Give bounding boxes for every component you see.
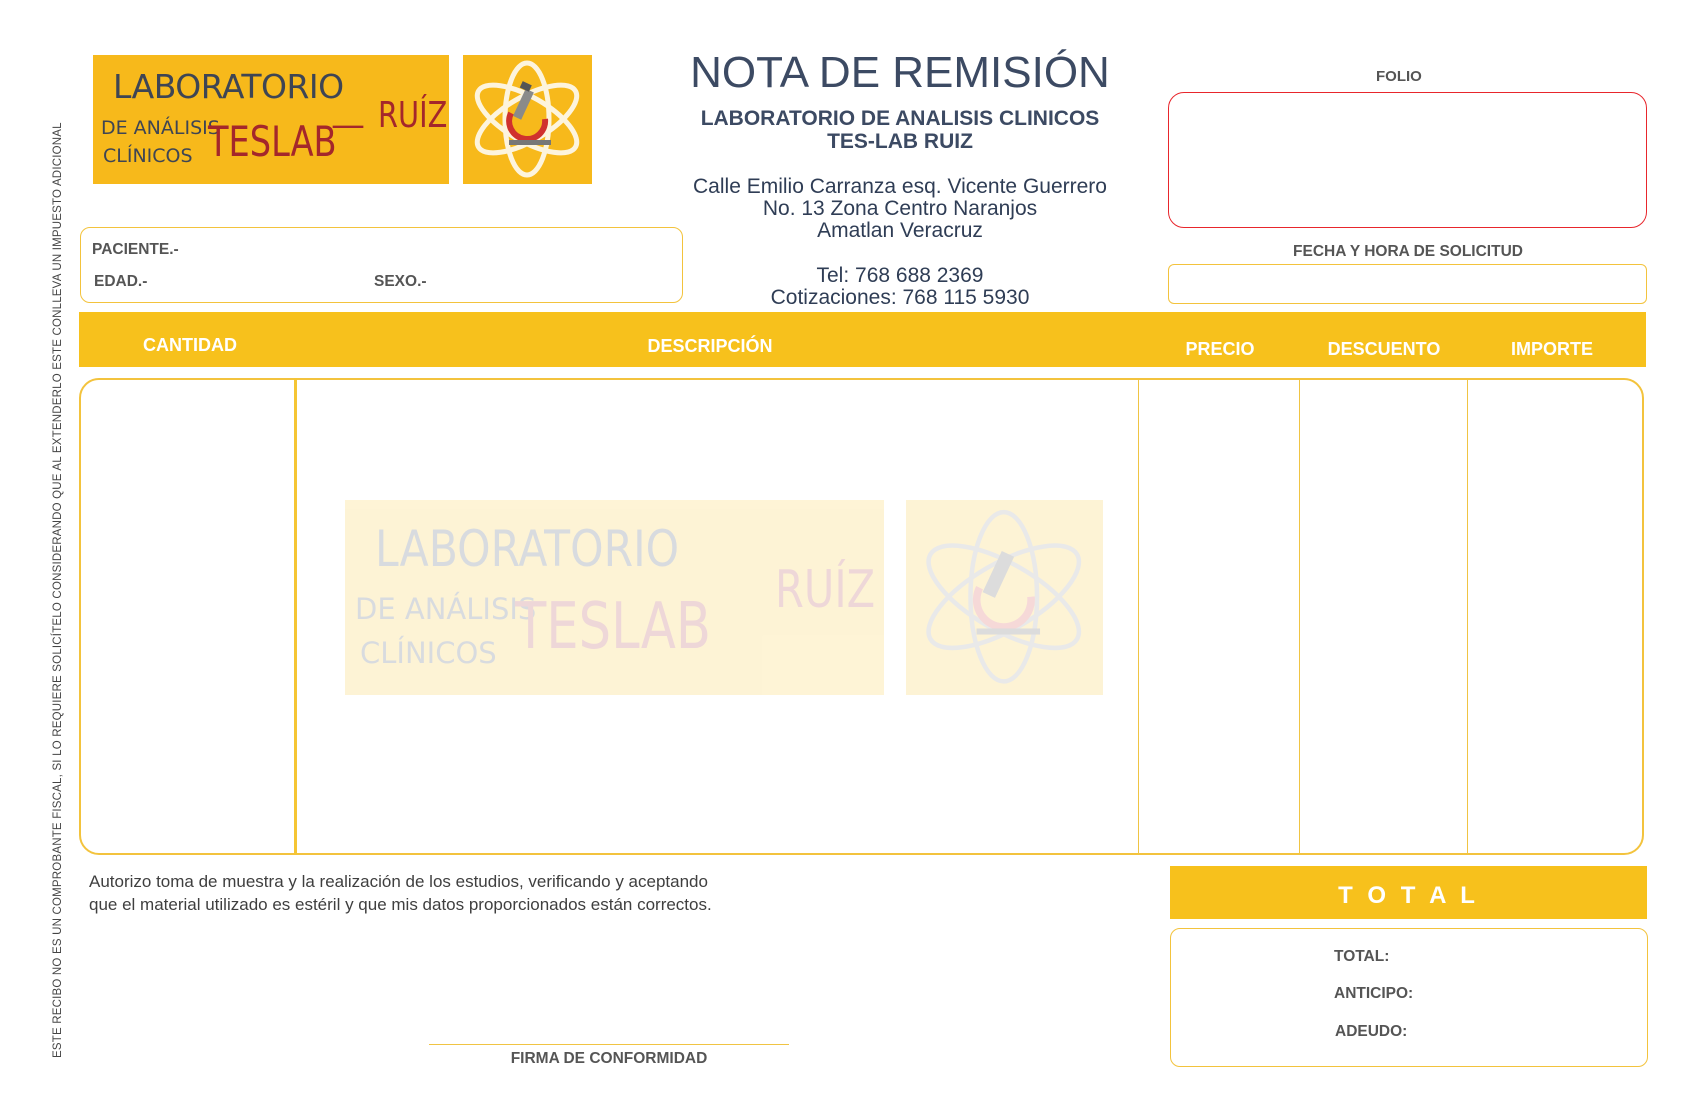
signature-label: FIRMA DE CONFORMIDAD [510,1050,708,1067]
consent-line-1: Autorizo toma de muestra y la realización de los estudios, verificando y aceptando [89,872,708,891]
sexo-field[interactable] [440,268,670,294]
phone: Tel: 768 688 2369 [816,264,984,287]
quotes-phone: Cotizaciones: 768 115 5930 [770,286,1030,309]
watermark-brand: TESLAB [515,590,711,664]
anticipo-label: ANTICIPO: [1334,985,1414,1002]
watermark-analisis: DE ANÁLISIS [355,592,537,626]
address-line3: Amatlan Veracruz [817,219,983,242]
logo-brand: TESLAB [208,117,337,166]
table-col-importe-divider [1467,380,1468,854]
folio-label: FOLIO [1376,68,1422,85]
sexo-label: SEXO.- [374,273,427,290]
address-line2: No. 13 Zona Centro Naranjos [762,197,1038,220]
table-col-precio-divider [1138,380,1139,854]
logo-line-analisis: DE ANÁLISIS [101,117,220,139]
watermark-logo-text [345,500,884,695]
table-col-cantidad-divider [294,378,297,855]
logo-icon-block [463,55,592,184]
anticipo-field[interactable] [1430,979,1630,1005]
lab-name-line1: LABORATORIO DE ANALISIS CLINICOS [700,107,1100,130]
watermark-atom-icon [906,500,1103,695]
logo-dash: — [331,105,365,145]
col-precio: PRECIO [1185,339,1255,359]
watermark-logo-icon [906,500,1103,695]
paciente-label: PACIENTE.- [92,241,179,258]
total-label: TOTAL: [1334,948,1390,965]
edad-label: EDAD.- [94,273,148,290]
folio-field[interactable] [1168,92,1647,228]
watermark-clinicos: CLÍNICOS [360,636,497,670]
watermark-laboratorio: LABORATORIO [375,520,680,578]
consent-line-2: que el material utilizado es estéril y que mis datos proporcionados están correctos. [89,895,712,914]
col-cantidad: CANTIDAD [143,335,237,355]
edad-field[interactable] [160,268,360,294]
fecha-label: FECHA Y HORA DE SOLICITUD [1293,243,1523,260]
fecha-field[interactable] [1168,264,1647,304]
paciente-field[interactable] [190,236,670,262]
col-importe: IMPORTE [1510,339,1593,359]
signature-line[interactable] [429,1044,789,1045]
logo-line-laboratorio: LABORATORIO [113,67,344,106]
atom-microscope-icon [463,55,592,184]
total-field[interactable] [1430,942,1630,968]
adeudo-label: ADEUDO: [1335,1023,1408,1040]
col-descripcion: DESCRIPCIÓN [647,336,773,356]
address-line1: Calle Emilio Carranza esq. Vicente Guerrero [693,175,1107,198]
logo-text-block [93,55,449,184]
total-heading: T O T A L [1338,882,1479,909]
fiscal-disclaimer: ESTE RECIBO NO ES UN COMPROBANTE FISCAL, SI LO REQUIERE SOLICÍTELO CONSIDERANDO QUE AL EXTENDERLO ESTE CONLLEVA UN IMPUESTO ADICIONAL [52,122,64,1058]
logo-line-clinicos: CLÍNICOS [103,145,193,167]
watermark-suffix: RUÍZ [775,560,876,620]
table-col-descuento-divider [1299,380,1300,854]
logo-suffix: RUÍZ [378,95,448,136]
document-title: NOTA DE REMISIÓN [690,48,1110,97]
col-descuento: DESCUENTO [1327,339,1441,359]
lab-name-line2: TES-LAB RUIZ [827,130,973,153]
adeudo-field[interactable] [1430,1017,1630,1043]
